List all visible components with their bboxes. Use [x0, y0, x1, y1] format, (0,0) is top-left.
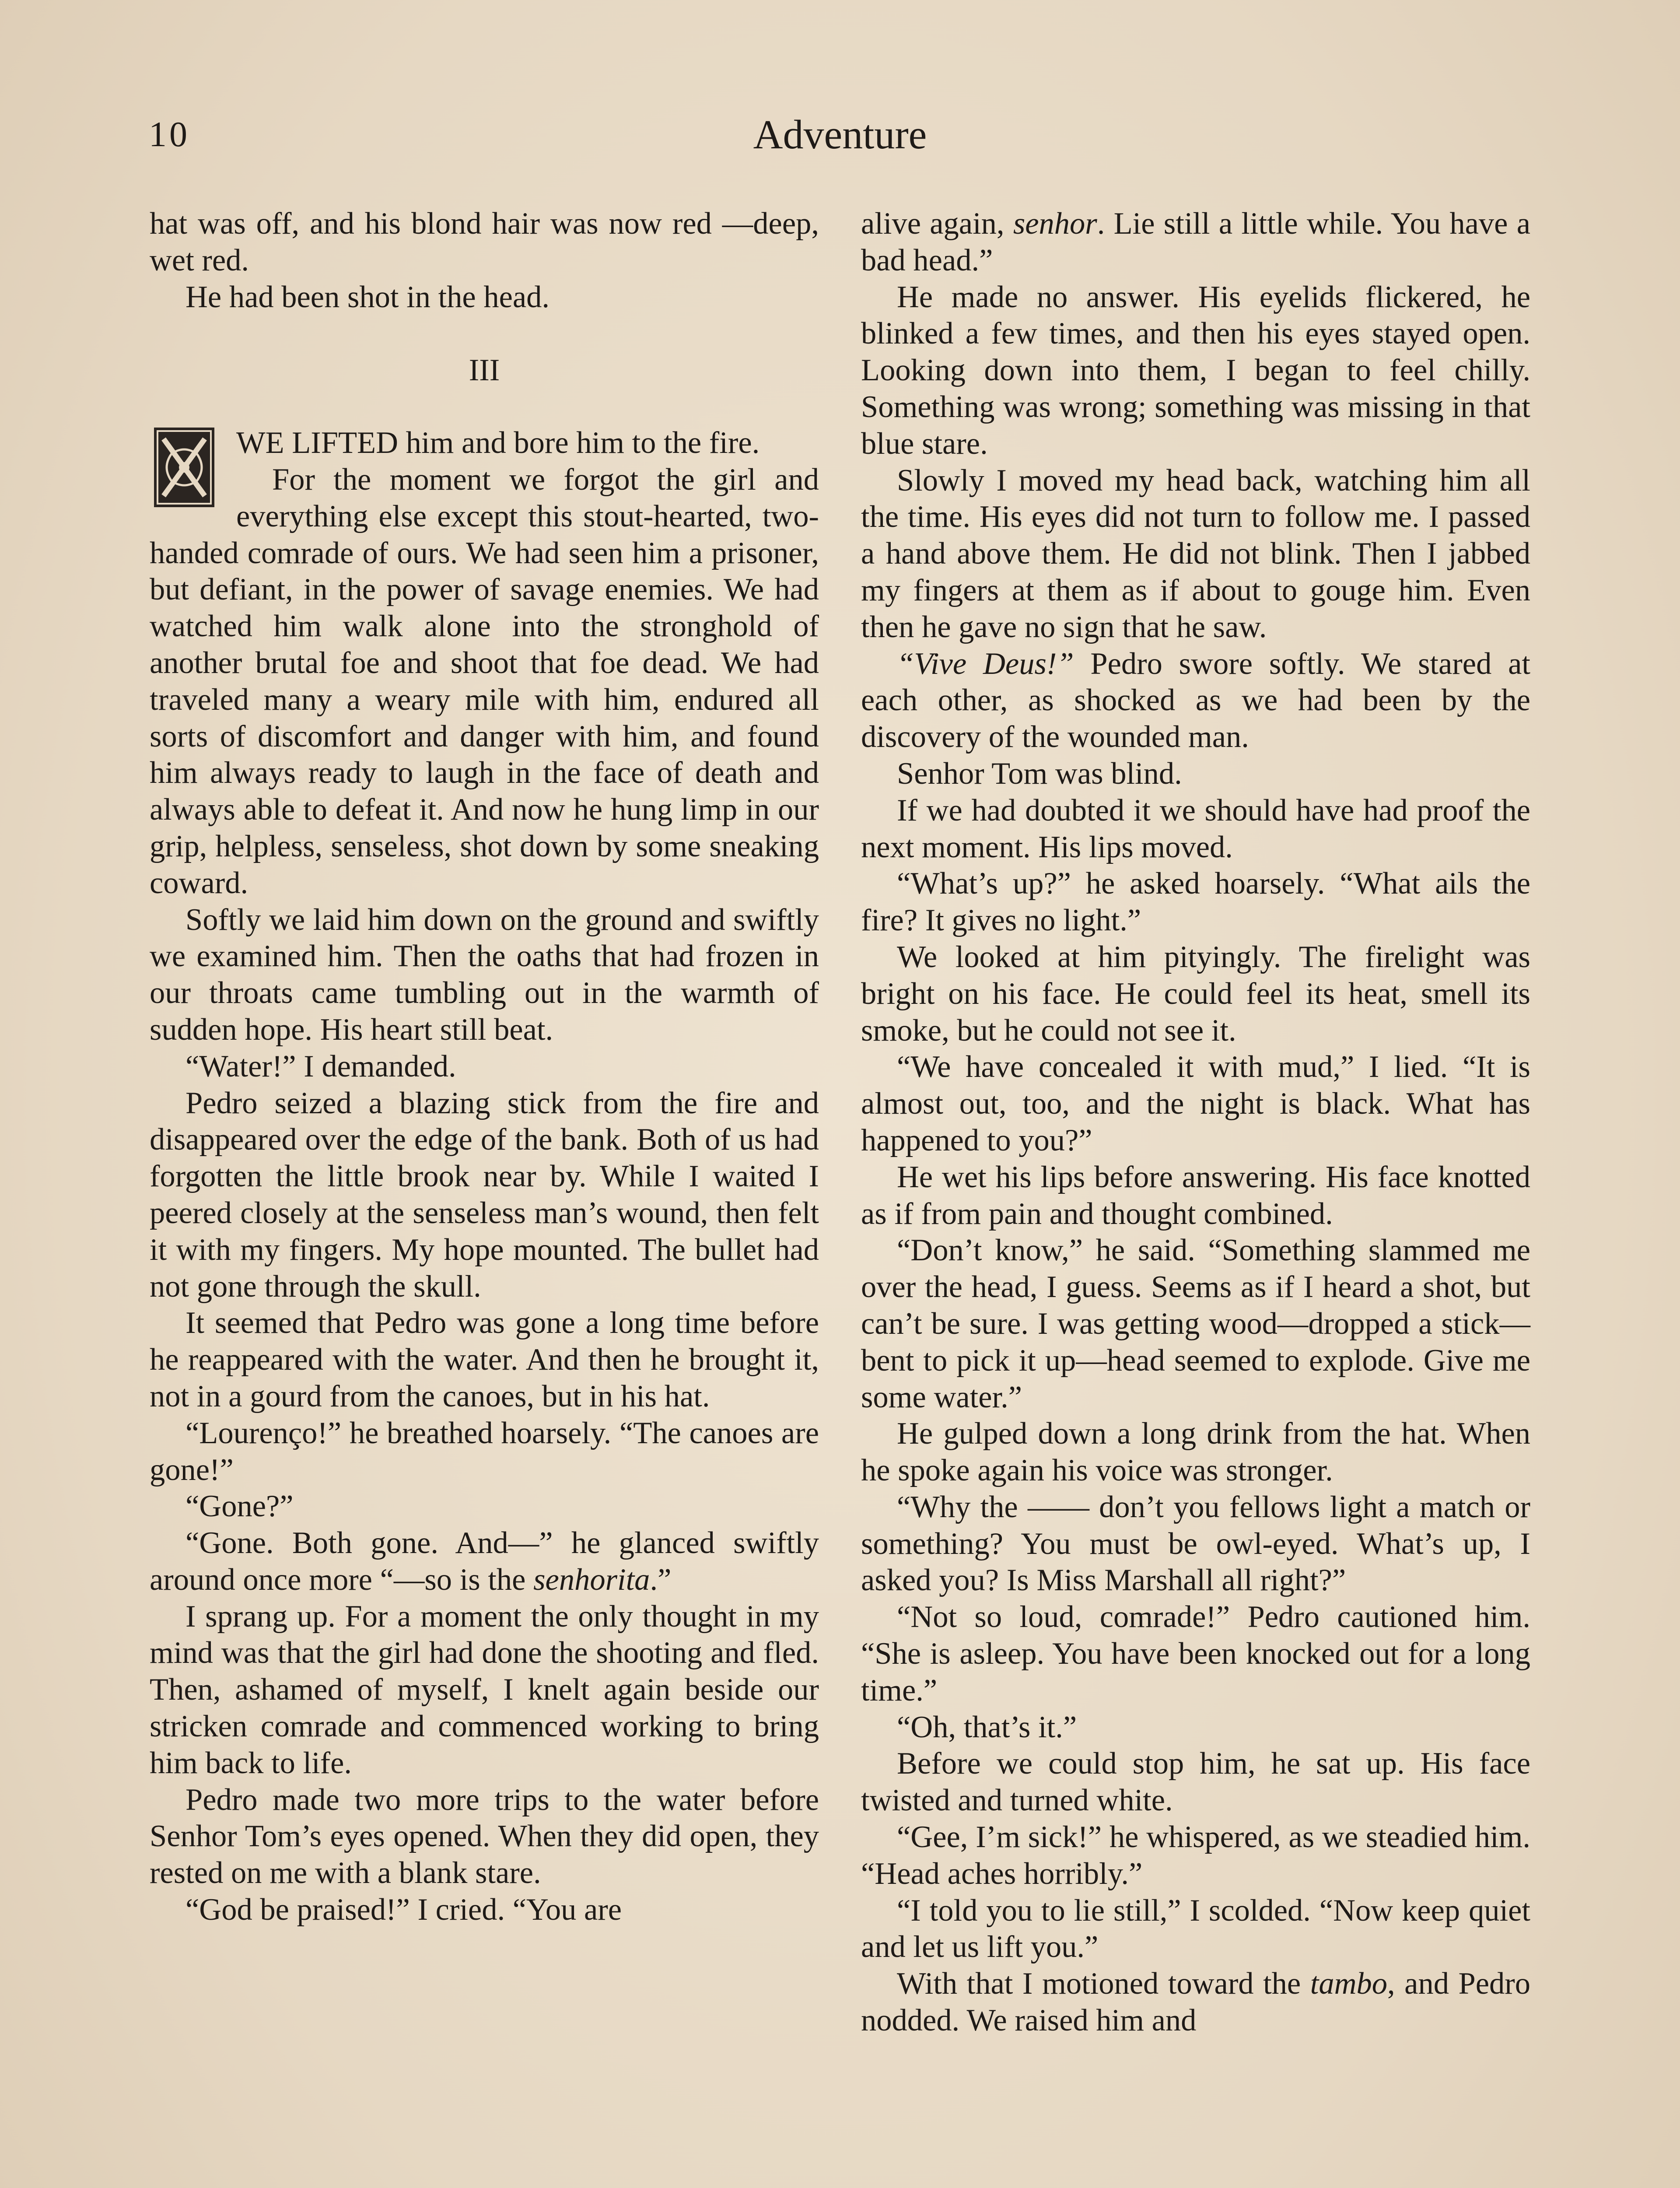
paragraph: hat was off, and his blond hair was now red —deep, wet red. [150, 207, 819, 277]
paragraph: “Water!” I demanded. [186, 1049, 456, 1083]
right-column [861, 206, 1530, 2039]
page-number: 10 [149, 114, 190, 154]
running-title: Adventure [753, 112, 927, 158]
paragraph: “What’s up?” he asked hoarsely. “What ails the fire? It gives no light.” [861, 866, 1530, 938]
paragraph: Pedro seized a blazing stick from the fire and disappeared over the edge of the bank. Both of us had forgotten the little brook near by. While I waited I peered closely at the senseless man’s wound, then felt it with my fingers. My hope mounted. The bullet had not gone through the skull. [150, 1086, 819, 1304]
paragraph: It seemed that Pedro was gone a long time before he reappeared with the water. And then he brought it, not in a gourd from the canoes, but in his hat. [150, 1306, 819, 1413]
paragraph: “Not so loud, comrade!” Pedro cautioned him. “She is asleep. You have been knocked out for a long time.” [861, 1600, 1530, 1708]
paragraph: “Gee, I’m sick!” he whispered, as we steadied him. “Head aches horribly.” [861, 1820, 1530, 1891]
section-opening [150, 425, 819, 901]
paragraph: Pedro made two more trips to the water before Senhor Tom’s eyes opened. When they did open, they rested on me with a blank stare. [150, 1782, 819, 1890]
paragraph: With that I motioned toward the tambo, and Pedro nodded. We raised him and [861, 1967, 1530, 2038]
paragraph: “Vive Deus!” Pedro swore softly. We stared at each other, as shocked as we had been by the discovery of the wounded man. [861, 646, 1530, 754]
paragraph: “We have concealed it with mud,” I lied. “It is almost out, too, and the night is black. What has happened to you?” [861, 1050, 1530, 1157]
paragraph: “Don’t know,” he said. “Something slammed me over the head, I guess. Seems as if I heard a shot, but can’t be sure. I was getting wood—dropped a stick—bent to pick it up—head seemed to explode. Give me some water.” [861, 1233, 1530, 1414]
page-header [149, 114, 1531, 171]
paragraph: “Gone. Both gone. And—” he glanced swiftly around once more “—so is the senhorita.” [150, 1526, 819, 1597]
ornamental-initial-icon [154, 428, 214, 507]
paragraph: “Lourenço!” he breathed hoarsely. “The canoes are gone!” [150, 1416, 819, 1487]
paragraph: He had been shot in the head. [186, 280, 550, 314]
lead-in: WE LIFTED [236, 426, 399, 460]
paragraph: alive again, senhor. Lie still a little while. You have a bad head.” [861, 207, 1530, 277]
left-column [150, 206, 819, 1929]
paragraph: “Gone?” [186, 1489, 294, 1524]
paragraph: He gulped down a long drink from the hat. When he spoke again his voice was stronger. [861, 1417, 1530, 1488]
section-numeral: III [469, 353, 500, 388]
paragraph: “Why the —— don’t you fellows light a match or something? You must be owl-eyed. What’s up, I asked you? Is Miss Marshall all right?” [861, 1490, 1530, 1598]
paragraph: “I told you to lie still,” I scolded. “Now keep quiet and let us lift you.” [861, 1893, 1530, 1964]
paragraph: Softly we laid him down on the ground and swiftly we examined him. Then the oaths that had frozen in our throats came tumbling out in the warmth of sudden hope. His heart still beat. [150, 902, 819, 1047]
paragraph: If we had doubted it we should have had proof the next moment. His lips moved. [861, 793, 1530, 864]
paragraph: “God be praised!” I cried. “You are [186, 1893, 622, 1927]
paragraph: We looked at him pityingly. The firelight was bright on his face. He could feel its heat, smell its smoke, but he could not see it. [861, 940, 1530, 1048]
paragraph: Senhor Tom was blind. [897, 756, 1182, 791]
paragraph: He made no answer. His eyelids flickered, he blinked a few times, and then his eyes stayed open. Looking down into them, I began to feel chilly. Something was wrong; something was missing in that blue stare. [861, 280, 1530, 461]
paragraph: I sprang up. For a moment the only thought in my mind was that the girl had done the shooting and fled. Then, ashamed of myself, I knelt again beside our stricken comrade and commenced working to bring him back to life. [150, 1599, 819, 1780]
paragraph: WE LIFTED him and bore him to the fire. [236, 426, 760, 460]
paragraph: “Oh, that’s it.” [897, 1710, 1077, 1744]
paragraph: Slowly I moved my head back, watching him all the time. His eyes did not turn to follow me. I passed a hand above them. He did not blink. Then I jabbed my fingers at them as if about to gouge him. Even then he gave no sign that he saw. [861, 463, 1530, 644]
paragraph: For the moment we forgot the girl and everything else except this stout-hearted, two-handed comrade of ours. We had seen him a prisoner, but defiant, in the power of savage enemies. We had watched him walk alone into the stronghold of another brutal foe and shoot that foe dead. We had traveled many a weary mile with him, endured all sorts of discomfort and danger with him, and found him always ready to laugh in the face of death and always able to defeat it. And now he hung limp in our grip, helpless, senseless, shot down by some sneaking coward. [150, 462, 819, 900]
paragraph: He wet his lips before answering. His face knotted as if from pain and thought combined. [861, 1160, 1530, 1231]
paragraph: Before we could stop him, he sat up. His face twisted and turned white. [861, 1746, 1530, 1818]
